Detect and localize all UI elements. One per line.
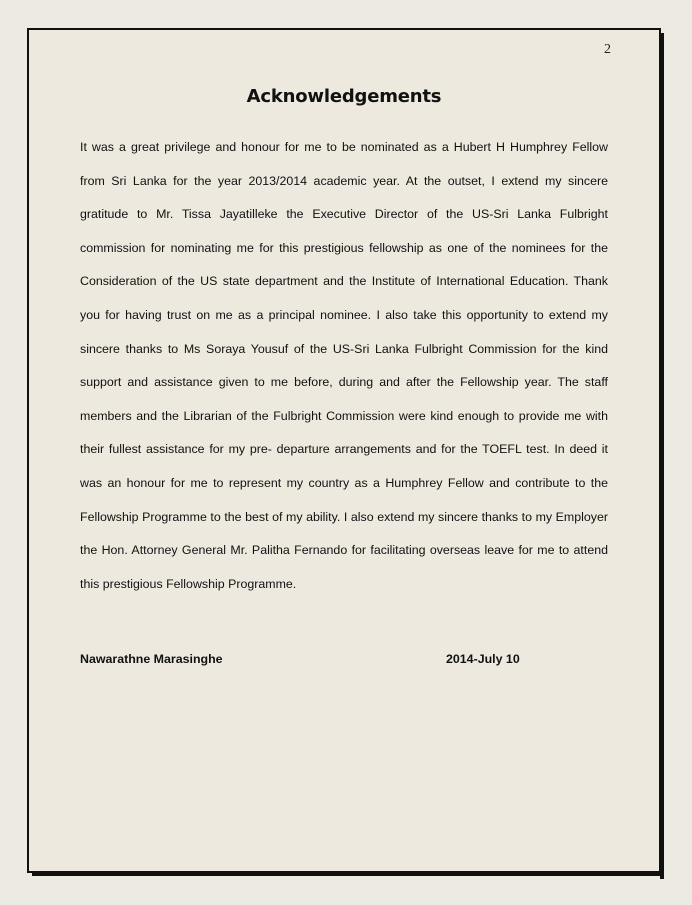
document-page bbox=[27, 28, 661, 873]
signature-name: Nawarathne Marasinghe bbox=[80, 652, 223, 666]
acknowledgement-paragraph: It was a great privilege and honour for me to be nominated as a Hubert H Humphrey Fellow from Sri Lanka for the year 2013/2014 academic year. At the outset, I extend my sincere gratitude to Mr. Tissa Jayatilleke the Executive Director of the US-Sri Lanka Fulbright commission for nominating me for this prestigious fellowship as one of the nominees for the Consideration of the US state department and the Institute of International Education. Thank you for having trust on me as a principal nominee. I also take this opportunity to extend my sincere thanks to Ms Soraya Yousuf of the US-Sri Lanka Fulbright Commission for the kind support and assistance given to me before, during and after the Fellowship year. The staff members and the Librarian of the Fulbright Commission were kind enough to provide me with their fullest assistance for my pre- departure arrangements and for the TOEFL test. In deed it was an honour for me to represent my country as a Humphrey Fellow and contribute to the Fellowship Programme to the best of my ability. I also extend my sincere thanks to my Employer the Hon. Attorney General Mr. Palitha Fernando for facilitating overseas leave for me to attend this prestigious Fellowship Programme. bbox=[80, 140, 608, 591]
page-number: 2 bbox=[604, 42, 611, 57]
page-title: Acknowledgements bbox=[246, 86, 442, 107]
signature-date: 2014-July 10 bbox=[446, 652, 520, 666]
